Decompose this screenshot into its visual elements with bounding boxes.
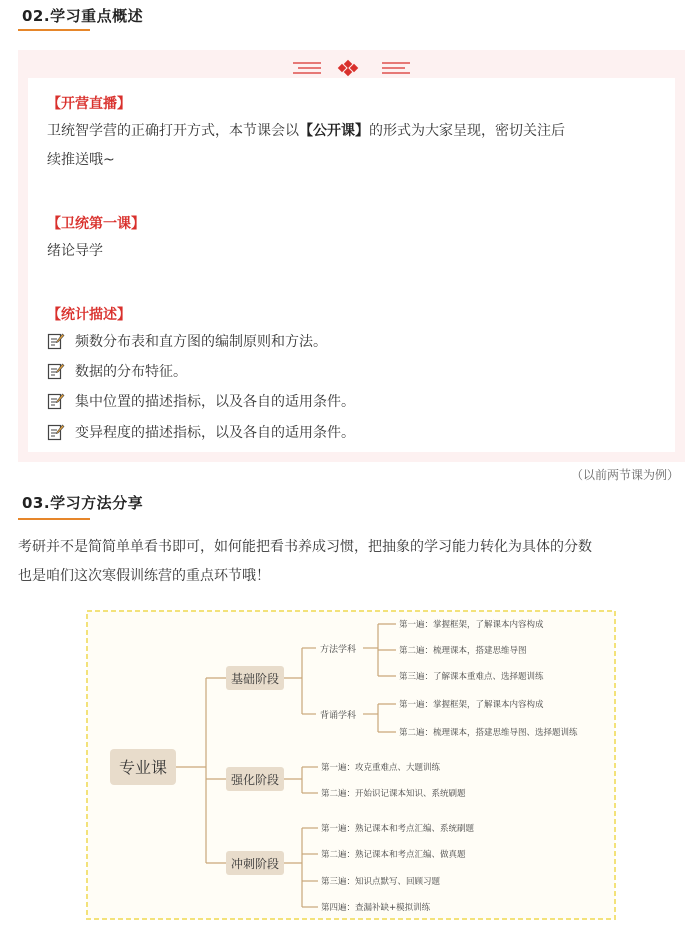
mindmap-subject-label: 方法学科 [320, 645, 357, 655]
opening-text-pre: 卫统智学营的正确打开方式，本节课会以 [47, 123, 299, 139]
method-paragraph [18, 533, 688, 591]
mindmap-root-label: 专业课 [118, 758, 168, 777]
mindmap-stage-label: 冲刺阶段 [230, 857, 280, 871]
method-line-1: 考研并不是简简单单看书即可，如何能把看书养成习惯，把抽象的学习能力转化为具体的分数 [18, 539, 592, 555]
note-edit-icon [47, 423, 65, 441]
mindmap-leaf: 第一遍：掌握框架，了解课本内容构成 [399, 700, 544, 710]
mindmap-stage-label: 基础阶段 [230, 672, 280, 686]
section-title-study-methods: 03.学习方法分享 [22, 494, 144, 512]
note-edit-icon [47, 392, 65, 410]
mindmap-leaf: 第二遍：梳理课本，搭建思维导图、选择题训练 [399, 728, 578, 738]
list-item [47, 422, 355, 442]
first-lesson-text: 绪论导学 [47, 243, 103, 259]
mindmap-leaf: 第四遍：查漏补缺+模拟训练 [321, 903, 431, 913]
mindmap-subject-label: 背诵学科 [320, 711, 357, 721]
heading-opening-live: 【开营直播】 [47, 96, 131, 112]
mindmap-leaf: 第一遍：熟记课本和考点汇编、系统刷题 [321, 824, 475, 834]
note-edit-icon [47, 332, 65, 350]
section-title-key-points: 02.学习重点概述 [22, 7, 144, 25]
mindmap-leaf: 第三遍：知识点默写、回顾习题 [321, 877, 441, 887]
opening-text-post: 的形式为大家呈现，密切关注后 [369, 123, 565, 139]
section-underline [18, 29, 90, 31]
mindmap-stage-label: 强化阶段 [230, 773, 280, 787]
mindmap-leaf: 第二遍：开始识记课本知识、系统刷题 [321, 789, 466, 799]
stats-item-text: 集中位置的描述指标，以及各自的适用条件。 [75, 394, 355, 410]
method-line-2: 也是咱们这次寒假训练营的重点环节哦！ [18, 568, 270, 584]
example-note: （以前两节课为例） [570, 468, 679, 482]
stats-item-text: 变异程度的描述指标，以及各自的适用条件。 [75, 425, 355, 441]
ornament-divider-icon [18, 58, 685, 78]
mindmap-leaf: 第一遍：攻克重难点、大题训练 [321, 763, 441, 773]
mindmap-leaf: 第二遍：梳理课本，搭建思维导图 [399, 646, 527, 656]
stats-item-text: 数据的分布特征。 [75, 364, 187, 380]
opening-text-line2: 续推送哦~ [47, 152, 115, 168]
list-item [47, 361, 187, 381]
opening-live-text [47, 117, 647, 175]
heading-first-lesson: 【卫统第一课】 [47, 216, 145, 232]
list-item [47, 391, 355, 411]
section-underline [18, 518, 90, 520]
mindmap-leaf: 第二遍：熟记课本和考点汇编、做真题 [321, 850, 466, 860]
heading-stats-description: 【统计描述】 [47, 307, 131, 323]
list-item [47, 331, 327, 351]
study-plan-mindmap [86, 610, 616, 920]
mindmap-leaf: 第一遍：掌握框架，了解课本内容构成 [399, 620, 544, 630]
note-edit-icon [47, 362, 65, 380]
mindmap-leaf: 第三遍：了解课本重难点、选择题训练 [399, 672, 544, 682]
stats-item-text: 频数分布表和直方图的编制原则和方法。 [75, 334, 327, 350]
opening-text-bold: 【公开课】 [299, 123, 369, 139]
